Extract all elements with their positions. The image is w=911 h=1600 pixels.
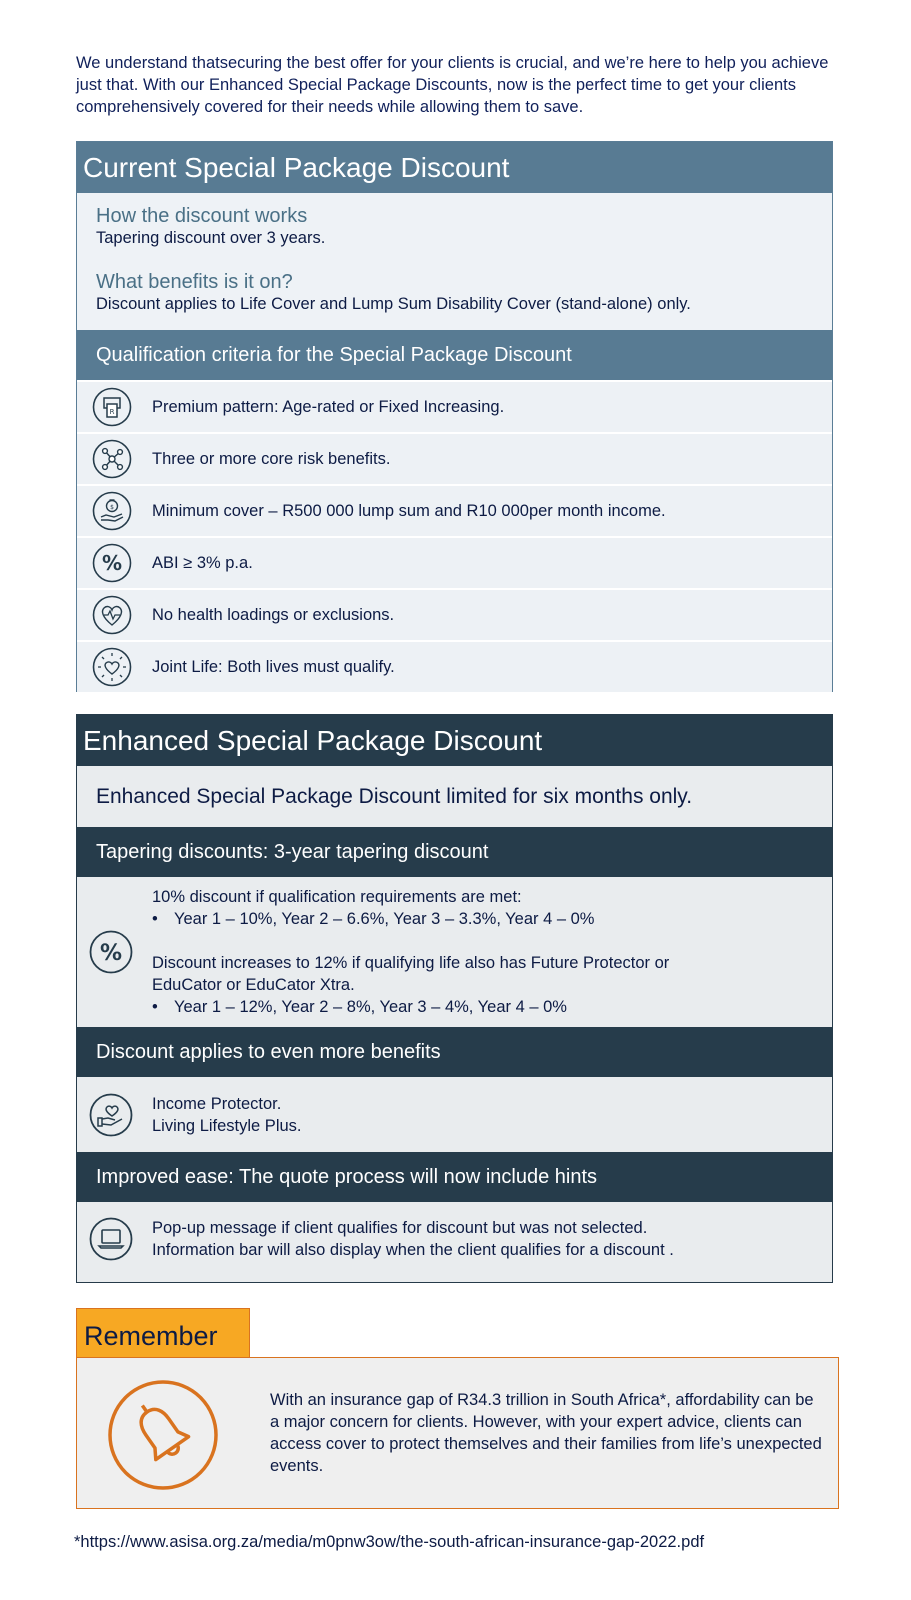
ease-header: Improved ease: The quote process will now include hints xyxy=(77,1152,832,1202)
tapering-bullet-2: • Year 1 – 12%, Year 2 – 8%, Year 3 – 4%, Year 4 – 0% xyxy=(152,996,732,1018)
tapering-line-2: Discount increases to 12% if qualifying life also has Future Protector or EduCator or EduCator Xtra. xyxy=(152,954,670,994)
percent-icon xyxy=(92,543,132,583)
tapering-details xyxy=(152,886,732,1018)
benefits-section xyxy=(77,1077,832,1152)
remember-text: With an insurance gap of R34.3 trillion in South Africa*, affordability can be a major concern for clients. However, with your expert advice, clients can access cover to protect themselves and their families from life’s unexpected events. xyxy=(270,1391,822,1475)
criteria-text: Three or more core risk benefits. xyxy=(152,449,391,468)
criteria-text: Joint Life: Both lives must qualify. xyxy=(152,657,395,676)
ease-details xyxy=(152,1217,674,1261)
percent-icon xyxy=(89,930,133,974)
current-discount-panel xyxy=(76,141,833,692)
criteria-row xyxy=(77,484,832,536)
heart-hand-icon xyxy=(89,1093,133,1137)
ease-line: Information bar will also display when the client qualifies for a discount . xyxy=(152,1240,674,1259)
criteria-row xyxy=(77,380,832,432)
criteria-row xyxy=(77,640,832,692)
tapering-bullet-1: • Year 1 – 10%, Year 2 – 6.6%, Year 3 – 3.3%, Year 4 – 0% xyxy=(152,908,732,930)
svg-text:%: % xyxy=(101,551,123,575)
joint-life-heart-icon xyxy=(92,647,132,687)
current-discount-title: Current Special Package Discount xyxy=(77,142,832,193)
tapering-line-1: 10% discount if qualification requirements are met: xyxy=(152,888,522,906)
footnote-link[interactable]: *https://www.asisa.org.za/media/m0pnw3ow/the-south-african-insurance-gap-2022.pdf xyxy=(74,1533,705,1551)
heart-pulse-icon xyxy=(92,595,132,635)
benefits-list xyxy=(152,1093,302,1137)
benefit-item: Income Protector. xyxy=(152,1094,282,1113)
premium-receipt-icon xyxy=(92,387,132,427)
ease-section xyxy=(77,1202,832,1275)
criteria-text: No health loadings or exclusions. xyxy=(152,605,395,624)
network-nodes-icon xyxy=(92,439,132,479)
criteria-row xyxy=(77,588,832,640)
criteria-row xyxy=(77,536,832,588)
how-text: Tapering discount over 3 years. xyxy=(96,229,326,247)
criteria-text: Minimum cover – R500 000 lump sum and R10 000per month income. xyxy=(152,501,666,520)
current-discount-info xyxy=(77,193,832,330)
svg-text:$: $ xyxy=(110,504,114,511)
remember-box xyxy=(76,1357,839,1509)
benefits-header: Discount applies to even more benefits xyxy=(77,1027,832,1077)
qualification-header: Qualification criteria for the Special Package Discount xyxy=(77,330,832,380)
benefits-heading: What benefits is it on? xyxy=(96,271,293,293)
how-heading: How the discount works xyxy=(96,205,308,227)
criteria-row xyxy=(77,432,832,484)
criteria-text: ABI ≥ 3% p.a. xyxy=(152,553,253,572)
criteria-text: Premium pattern: Age-rated or Fixed Increasing. xyxy=(152,397,505,416)
intro-paragraph: We understand thatsecuring the best offer for your clients is crucial, and we’re here to help you achieve just that. With our Enhanced Special Package Discounts, now is the perfect time to get your clients comprehensively covered for their needs while allowing them to save. xyxy=(76,54,829,116)
enhanced-discount-subtitle: Enhanced Special Package Discount limited for six months only. xyxy=(77,766,832,827)
benefit-item: Living Lifestyle Plus. xyxy=(152,1116,302,1135)
svg-text:%: % xyxy=(99,941,123,966)
remember-tab: Remember xyxy=(76,1308,250,1358)
money-bag-hand-icon xyxy=(92,491,132,531)
bell-icon xyxy=(107,1379,219,1491)
enhanced-discount-title: Enhanced Special Package Discount xyxy=(77,715,832,766)
tapering-section xyxy=(77,877,832,1027)
ease-line: Pop-up message if client qualifies for discount but was not selected. xyxy=(152,1218,648,1237)
svg-text:R: R xyxy=(109,408,115,416)
laptop-icon xyxy=(89,1217,133,1261)
benefits-text: Discount applies to Life Cover and Lump Sum Disability Cover (stand-alone) only. xyxy=(96,295,691,313)
tapering-header: Tapering discounts: 3-year tapering discount xyxy=(77,827,832,877)
enhanced-discount-panel xyxy=(76,714,833,1283)
